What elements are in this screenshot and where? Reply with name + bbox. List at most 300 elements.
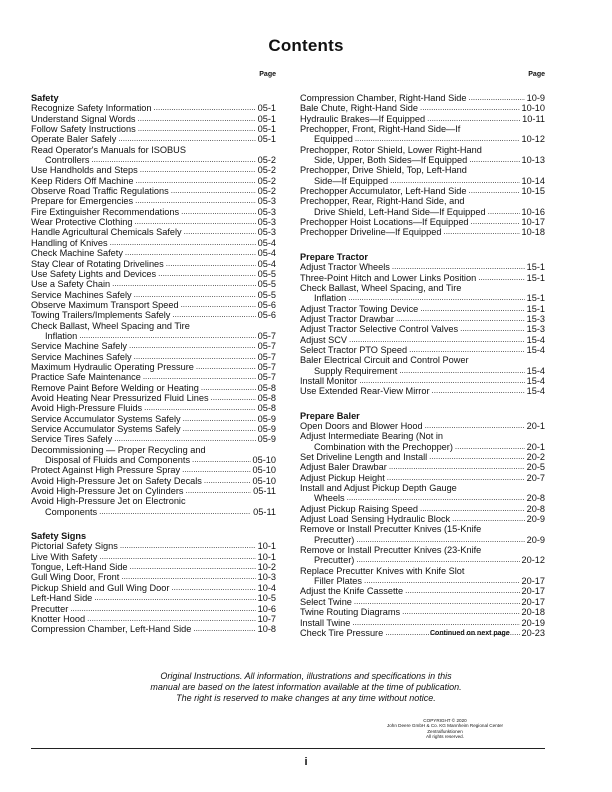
toc-entry — [300, 227, 545, 237]
dot-leader — [166, 259, 256, 269]
toc-entry — [31, 372, 276, 382]
toc-entry — [31, 103, 276, 113]
toc-entry — [300, 493, 545, 503]
toc-page-number: 10-5 — [257, 593, 276, 604]
dot-leader — [181, 207, 256, 217]
toc-entry — [300, 262, 545, 272]
toc-page-number: 15-4 — [526, 344, 545, 355]
toc-entry — [31, 476, 276, 486]
dot-leader — [429, 452, 524, 462]
dot-leader — [79, 331, 255, 341]
dot-leader — [204, 476, 251, 486]
toc-entry — [31, 383, 276, 393]
toc-page-number: 10-14 — [521, 175, 545, 186]
toc-page-number: 05-10 — [252, 475, 276, 486]
toc-page-number: 05-7 — [257, 361, 276, 372]
toc-page-number: 05-9 — [257, 424, 276, 434]
toc-page-number: 20-9 — [526, 514, 545, 525]
toc-entry — [300, 504, 545, 514]
toc-entry-text: Three-Point Hitch and Lower Links Position — [300, 272, 477, 283]
toc-page-number: 20-1 — [526, 420, 545, 431]
toc-entry — [31, 455, 276, 465]
dot-leader — [443, 227, 519, 237]
toc-entry — [300, 576, 545, 586]
toc-entry — [31, 362, 276, 372]
toc-section — [300, 411, 545, 639]
toc-entry — [300, 293, 545, 303]
section-title: Safety Signs — [31, 531, 87, 542]
toc-page-number: 10-13 — [521, 155, 545, 166]
dot-leader — [356, 535, 524, 545]
dot-leader — [405, 586, 519, 596]
dot-leader — [427, 114, 520, 124]
toc-entry-text: Use Extended Rear-View Mirror — [300, 386, 430, 397]
toc-entry — [31, 583, 276, 593]
dot-leader — [186, 486, 252, 496]
page-column-header: Page — [528, 71, 545, 78]
dot-leader — [118, 134, 255, 144]
dot-leader — [355, 134, 520, 144]
toc-page-number: 05-7 — [257, 330, 276, 341]
toc-page-number: 05-2 — [257, 175, 276, 186]
dot-leader — [99, 507, 251, 517]
toc-page-number: 15-4 — [526, 365, 545, 376]
toc-entry-text: Adjust Tractor Selective Control Valves — [300, 324, 459, 335]
dot-leader — [468, 93, 524, 103]
toc-page-number: 10-17 — [521, 217, 545, 228]
toc-entry — [31, 176, 276, 186]
toc-entry-text: Prechopper Driveline—If Equipped — [300, 227, 442, 238]
toc-entry-text: Adjust Intermediate Bearing (Not in — [300, 431, 443, 442]
toc-entry-text: Adjust Tractor Towing Device — [300, 303, 419, 314]
toc-entry-text: Recognize Safety Information — [31, 103, 152, 114]
section-title: Safety — [31, 93, 59, 103]
toc-page-number: 05-11 — [253, 506, 276, 517]
toc-entry-text: Practice Safe Maintenance — [31, 372, 141, 383]
dot-leader — [469, 186, 520, 196]
toc-entry-text: Avoid High-Pressure Fluids — [31, 403, 143, 414]
toc-entry-text: Service Machine Safely — [31, 341, 128, 352]
toc-entry — [31, 341, 276, 351]
dot-leader — [399, 366, 524, 376]
dot-leader — [354, 597, 520, 607]
copyright-line: Zentralfunktionen — [427, 728, 463, 734]
toc-page-number: 20-2 — [526, 452, 545, 462]
toc-entry — [300, 273, 545, 283]
toc-entry-text: Prechopper, Rotor Shield, Lower Right-Hand — [300, 144, 482, 155]
toc-page-number: 20-17 — [521, 586, 545, 597]
toc-page-number: 20-18 — [521, 607, 545, 618]
toc-entry-text: Gull Wing Door, Front — [31, 572, 120, 583]
dot-leader — [420, 304, 524, 314]
toc-page-number: 05-8 — [257, 403, 276, 414]
toc-entry-text: Baler Electrical Circuit and Control Power — [300, 355, 469, 366]
dot-leader — [432, 386, 525, 396]
toc-entry-text: Check Ballast, Wheel Spacing and Tire — [31, 320, 190, 331]
toc-entry — [31, 227, 276, 237]
toc-entry-text: Service Accumulator Systems Safely — [31, 424, 181, 434]
toc-page-number: 10-18 — [521, 227, 545, 238]
dot-leader — [184, 227, 256, 237]
toc-entry — [31, 624, 276, 634]
toc-entry-text: Filler Plates — [314, 576, 362, 587]
toc-page-number: 05-6 — [257, 310, 276, 321]
toc-page-number: 10-1 — [257, 541, 276, 552]
dot-leader — [87, 614, 255, 624]
toc-page-number: 10-2 — [257, 562, 276, 573]
toc-page-number: 05-3 — [257, 217, 276, 228]
toc-entry — [31, 352, 276, 362]
toc-entry-text: Use Handholds and Steps — [31, 165, 138, 176]
dot-leader — [183, 414, 256, 424]
toc-entry-text: Service Accumulator Systems Safely — [31, 413, 181, 424]
dot-leader — [196, 362, 256, 372]
toc-page-number: 05-3 — [257, 196, 276, 207]
toc-entry-text: Controllers — [45, 155, 90, 166]
toc-page-number: 20-9 — [526, 534, 545, 545]
dot-leader — [478, 273, 524, 283]
toc-page-number: 05-4 — [257, 248, 276, 259]
section-title: Prepare Tractor — [300, 251, 368, 262]
toc-entry-text: Install Monitor — [300, 375, 358, 386]
toc-entry — [300, 586, 545, 596]
toc-page-number: 05-1 — [257, 103, 276, 114]
dot-leader — [99, 552, 255, 562]
dot-leader — [201, 383, 256, 393]
dot-leader — [409, 345, 525, 355]
toc-entry — [300, 114, 545, 124]
dot-leader — [154, 103, 256, 113]
toc-entry-text: Replace Precutter Knives with Knife Slot — [300, 565, 465, 576]
toc-entry — [300, 217, 545, 227]
toc-page-number: 15-1 — [526, 303, 545, 314]
toc-entry — [31, 403, 276, 413]
toc-entry-text: Tongue, Left-Hand Side — [31, 562, 128, 573]
toc-entry-text: Service Machines Safely — [31, 351, 132, 362]
toc-entry-text: Knotter Hood — [31, 613, 86, 624]
dot-leader — [135, 176, 255, 186]
toc-entry — [300, 442, 545, 452]
toc-page-number: 20-17 — [521, 576, 545, 587]
toc-entry — [31, 114, 276, 124]
toc-page-number: 10-16 — [521, 206, 545, 217]
toc-page-number: 15-1 — [526, 272, 545, 283]
toc-entry — [300, 514, 545, 524]
toc-page-number: 15-3 — [526, 324, 545, 335]
toc-entry — [31, 414, 276, 424]
original-instructions-note — [0, 671, 612, 704]
toc-entry-text: Keep Riders Off Machine — [31, 175, 134, 186]
toc-entry-text: Precutter) — [314, 534, 355, 545]
toc-page-number: 05-5 — [257, 279, 276, 290]
dot-leader — [460, 324, 524, 334]
toc-entry — [300, 535, 545, 545]
toc-entry-text: Read Operator's Manuals for ISOBUS — [31, 144, 186, 155]
toc-entry-text: Use Safety Lights and Devices — [31, 268, 157, 279]
toc-entry-text: Prepare for Emergencies — [31, 196, 134, 207]
toc-page-number: 05-1 — [257, 113, 276, 124]
toc-entry-text: Inflation — [45, 330, 78, 341]
toc-entry — [31, 310, 276, 320]
toc-entry — [31, 562, 276, 572]
dot-leader — [134, 352, 256, 362]
dot-leader — [192, 455, 250, 465]
toc-entry-text: Install Twine — [300, 617, 351, 628]
toc-sections — [300, 93, 545, 638]
toc-entry — [300, 134, 545, 144]
toc-entry — [300, 607, 545, 617]
toc-entry-text: Adjust SCV — [300, 334, 347, 345]
toc-page-number: 05-10 — [252, 465, 276, 476]
toc-entry — [300, 324, 545, 334]
dot-leader — [420, 504, 525, 514]
toc-entry-text: Prechopper Hoist Locations—If Equipped — [300, 217, 469, 228]
toc-page-number: 15-4 — [526, 334, 545, 345]
toc-entry-text: Precutter — [31, 603, 69, 614]
dot-leader — [134, 217, 255, 227]
toc-page-number: 05-1 — [257, 124, 276, 135]
copyright-line: COPYRIGHT © 2020 — [423, 718, 467, 723]
toc-page-number: 10-11 — [522, 113, 545, 124]
toc-page-number: 20-7 — [526, 472, 545, 483]
toc-entry-text: Select Twine — [300, 596, 352, 607]
dot-leader — [455, 442, 525, 452]
toc-page-number: 20-1 — [526, 441, 545, 452]
copyright-line: All rights reserved. — [425, 734, 465, 740]
toc-entry-text: Adjust Load Sensing Hydraulic Block — [300, 514, 451, 525]
toc-entry-text: Prechopper, Front, Right-Hand Side—If — [300, 124, 461, 135]
toc-entry-text: Select Tractor PTO Speed — [300, 344, 408, 355]
toc-entry — [31, 604, 276, 614]
toc-entry — [31, 217, 276, 227]
dot-leader — [452, 514, 524, 524]
toc-page-number: 05-8 — [257, 392, 276, 403]
toc-entry-text: Pickup Shield and Gull Wing Door — [31, 582, 170, 593]
toc-page-number: 05-9 — [257, 413, 276, 424]
toc-section — [31, 93, 276, 517]
toc-entry — [31, 424, 276, 434]
toc-entry-text: Combination with the Prechopper) — [314, 441, 453, 452]
dot-leader — [364, 576, 520, 586]
dot-leader — [110, 238, 256, 248]
dot-leader — [171, 583, 255, 593]
toc-entry — [300, 555, 545, 565]
dot-leader — [121, 572, 255, 582]
toc-entry — [300, 207, 545, 217]
toc-entry-text: Remove Paint Before Welding or Heating — [31, 382, 199, 393]
toc-entry-text: Follow Safety Instructions — [31, 124, 136, 135]
toc-entry-text: Adjust Pickup Raising Speed — [300, 503, 418, 514]
dot-leader — [359, 376, 524, 386]
toc-entry-text: Remove or Install Precutter Knives (23-Knife — [300, 545, 482, 556]
toc-entry-text: Install and Adjust Pickup Depth Gauge — [300, 483, 457, 494]
toc-entry-text: Twine Routing Diagrams — [300, 607, 401, 618]
toc-entry — [31, 393, 276, 403]
dot-leader — [172, 310, 255, 320]
toc-entry — [300, 386, 545, 396]
section-title: Prepare Baler — [300, 410, 360, 421]
toc-section — [300, 252, 545, 397]
toc-page-number: 20-17 — [521, 596, 545, 607]
toc-entry-text: Precutter) — [314, 555, 355, 566]
toc-entry — [31, 290, 276, 300]
toc-entry-text: Adjust Pickup Height — [300, 472, 385, 483]
toc-entry-text: Check Ballast, Wheel Spacing, and Tire — [300, 282, 462, 293]
dot-leader — [425, 421, 525, 431]
toc-entry-text: Maximum Hydraulic Operating Pressure — [31, 361, 194, 372]
toc-page-number: 20-8 — [526, 503, 545, 514]
toc-page-number: 15-4 — [526, 375, 545, 386]
dot-leader — [181, 300, 256, 310]
toc-page-number: 20-12 — [521, 555, 545, 566]
toc-page-number: 10-6 — [257, 603, 276, 614]
toc-entry-text: Prechopper Accumulator, Left-Hand Side — [300, 186, 467, 197]
toc-entry-text: Check Machine Safety — [31, 248, 123, 259]
dot-leader — [94, 593, 255, 603]
dot-leader — [420, 103, 520, 113]
toc-page-number: 20-23 — [521, 627, 545, 638]
toc-entry-text: Service Tires Safely — [31, 434, 113, 445]
toc-page-number: 05-7 — [257, 341, 276, 352]
toc-entry — [300, 452, 545, 462]
toc-entry-text: Avoid High-Pressure Jet on Safety Decals — [31, 475, 202, 486]
toc-entry-text: Disposal of Fluids and Components — [45, 455, 191, 466]
toc-entry — [31, 593, 276, 603]
toc-entry — [31, 238, 276, 248]
toc-entry-text: Operate Baler Safely — [31, 134, 117, 145]
toc-entry-text: Remove or Install Precutter Knives (15-Knife — [300, 524, 482, 535]
toc-entry — [300, 176, 545, 186]
toc-page-number: 10-7 — [257, 613, 276, 624]
dot-leader — [347, 493, 525, 503]
toc-page-number: 20-5 — [526, 462, 545, 473]
page-title: Contents — [268, 36, 344, 55]
toc-page-number: 10-15 — [521, 186, 545, 197]
toc-entry — [31, 207, 276, 217]
toc-page-number: 15-1 — [526, 293, 545, 304]
dot-leader — [144, 403, 255, 413]
toc-page-number: 05-6 — [257, 299, 276, 310]
toc-page-number: 05-10 — [252, 455, 276, 466]
toc-entry — [300, 314, 545, 324]
toc-entry-text: Equipped — [314, 134, 353, 145]
dot-leader — [171, 186, 256, 196]
toc-page-number: 05-5 — [257, 289, 276, 300]
toc-page-number: 10-9 — [526, 93, 545, 103]
toc-page-number: 10-10 — [521, 103, 545, 114]
dot-leader — [138, 114, 256, 124]
dot-leader — [112, 279, 255, 289]
dot-leader — [469, 155, 519, 165]
toc-section — [31, 531, 276, 634]
dot-leader — [130, 562, 256, 572]
toc-entry — [31, 124, 276, 134]
dot-leader — [211, 393, 256, 403]
toc-page-number: 05-2 — [257, 155, 276, 166]
toc-entry — [31, 259, 276, 269]
toc-entry-text: Prechopper, Rear, Right-Hand Side, and — [300, 196, 465, 207]
toc-page-number: 05-5 — [257, 268, 276, 279]
dot-leader — [140, 165, 256, 175]
page-column-header: Page — [259, 71, 276, 78]
toc-entry-text: Wheels — [314, 493, 345, 504]
toc-entry — [300, 93, 545, 103]
toc-page-number: 05-1 — [257, 134, 276, 145]
toc-entry — [31, 196, 276, 206]
toc-entry-text: Pictorial Safety Signs — [31, 541, 118, 552]
dot-leader — [488, 207, 520, 217]
toc-page-number: 10-4 — [257, 582, 276, 593]
toc-entry — [31, 134, 276, 144]
toc-page-number: 05-3 — [257, 206, 276, 217]
dot-leader — [390, 176, 519, 186]
toc-entry-text: Adjust Tractor Wheels — [300, 262, 390, 273]
toc-entry — [31, 186, 276, 196]
toc-page-number: 15-4 — [526, 386, 545, 397]
toc-entry — [31, 434, 276, 444]
toc-page-number: 10-8 — [257, 624, 276, 635]
dot-leader — [356, 555, 519, 565]
toc-sections — [31, 93, 276, 635]
toc-entry-text: Fire Extinguisher Recommendations — [31, 206, 180, 217]
dot-leader — [389, 462, 525, 472]
toc-entry-text: Service Machines Safely — [31, 289, 132, 300]
toc-entry-text: Inflation — [314, 293, 347, 304]
toc-entry — [31, 300, 276, 310]
toc-page-number: 05-3 — [257, 227, 276, 238]
toc-entry-text: Compression Chamber, Left-Hand Side — [31, 624, 192, 635]
toc-section — [300, 93, 545, 238]
toc-entry — [31, 614, 276, 624]
dot-leader — [183, 424, 256, 434]
toc-page-number: 10-12 — [521, 134, 545, 145]
toc-page-number: 15-3 — [526, 313, 545, 324]
toc-page-number: 20-19 — [521, 617, 545, 628]
toc-entry — [300, 345, 545, 355]
toc-entry-text: Protect Against High Pressure Spray — [31, 465, 181, 476]
toc-entry — [31, 541, 276, 551]
dot-leader — [392, 262, 525, 272]
toc-page-number: 05-2 — [257, 165, 276, 176]
dot-leader — [143, 372, 256, 382]
toc-entry — [31, 552, 276, 562]
toc-entry — [31, 465, 276, 475]
toc-page-number: 05-11 — [253, 486, 276, 497]
page-number: i — [304, 756, 308, 768]
note-line: Original Instructions. All information, illustrations and specifications in this — [160, 671, 452, 681]
toc-entry-text: Open Doors and Blower Hood — [300, 420, 423, 431]
dot-leader — [471, 217, 520, 227]
toc-entry-text: Adjust Baler Drawbar — [300, 462, 387, 473]
copyright-block — [355, 718, 535, 740]
toc-entry — [31, 155, 276, 165]
dot-leader — [396, 314, 525, 324]
toc-entry — [31, 279, 276, 289]
toc-entry-text: Towing Trailers/Implements Safely — [31, 310, 171, 321]
toc-page-number: 05-4 — [257, 237, 276, 248]
toc-entry-text: Compression Chamber, Right-Hand Side — [300, 93, 467, 103]
toc-page-number: 20-8 — [526, 493, 545, 504]
toc-entry-text: Live With Safety — [31, 551, 98, 562]
toc-entry — [300, 304, 545, 314]
dot-leader — [134, 290, 256, 300]
continued-note: Continued on next page — [430, 630, 510, 637]
toc-entry — [300, 335, 545, 345]
toc-page-number: 05-9 — [257, 434, 276, 445]
toc-entry-text: Drive Shield, Left-Hand Side—If Equipped — [314, 206, 486, 217]
note-line: The right is reserved to make changes at any time without notice. — [176, 693, 436, 703]
dot-leader — [387, 473, 525, 483]
